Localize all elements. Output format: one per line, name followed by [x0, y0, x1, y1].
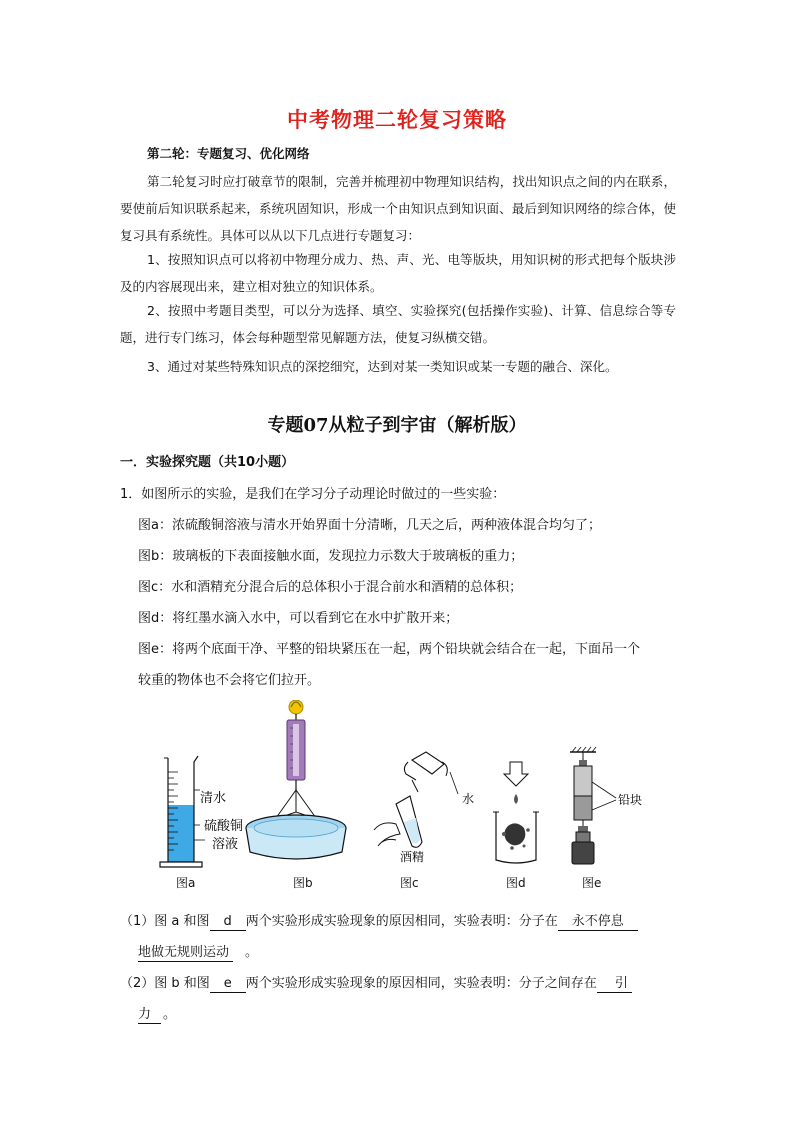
answer-1-continuation [138, 941, 258, 962]
item-b: 图b：玻璃板的下表面接触水面，发现拉力示数大于玻璃板的重力； [138, 549, 524, 564]
label-water: 清水 [200, 791, 227, 806]
answer-1-end: 。 [245, 945, 259, 960]
item-a: 图a：浓硫酸铜溶液与清水开始界面十分清晰，几天之后，两种液体混合均匀了； [138, 518, 601, 533]
figure-a-cylinder [160, 756, 205, 867]
answer-1-blank-1: d [210, 914, 246, 931]
answer-2-blank-2a: 引 [597, 976, 632, 993]
intro-paragraph-2: 1、按照知识点可以将初中物理分成力、热、声、光、电等版块，用知识树的形式把每个版块涉及的内容展现出来，建立相对独立的知识体系。 [120, 252, 676, 294]
item-e-continuation: 较重的物体也不会将它们拉开。 [138, 673, 321, 688]
label-alcohol: 酒精 [400, 850, 425, 864]
caption-c: 图c [400, 876, 419, 890]
figure-c-mixing [374, 752, 458, 847]
figure-b-spring-scale [246, 700, 346, 859]
experiment-figures [150, 700, 650, 900]
caption-d: 图d [506, 876, 526, 890]
question-stem: 1．如图所示的实验，是我们在学习分子动理论时做过的一些实验： [120, 487, 506, 502]
page-title: 中考物理二轮复习策略 [287, 108, 507, 132]
caption-b: 图b [293, 876, 313, 890]
item-e: 图e：将两个底面干净、平整的铅块紧压在一起，两个铅块就会结合在一起，下面吊一个 [138, 642, 640, 657]
answer-2-end: 。 [163, 1007, 177, 1022]
intro-paragraph-1: 第二轮复习时应打破章节的限制，完善并梳理初中物理知识结构，找出知识点之间的内在联系，要使前后知识联系起来，系统巩固知识，形成一个由知识点到知识面、最后到知识网络的综合体，使复习具有系统性。具体可以从以下几点进行专题复习： [120, 174, 676, 243]
answer-2-blank-1: e [210, 976, 246, 993]
subtitle: 第二轮：专题复习、优化网络 [147, 146, 310, 161]
label-cuso4-line2: 溶液 [212, 837, 239, 852]
answer-2-prefix: （2）图 b 和图 [120, 976, 210, 991]
caption-a: 图a [176, 876, 196, 890]
answer-2-middle: 两个实验形成实验现象的原因相同，实验表明：分子之间存在 [245, 976, 597, 991]
answer-1-middle: 两个实验形成实验现象的原因相同，实验表明：分子在 [245, 914, 558, 929]
topic-title: 专题07从粒子到宇宙（解析版） [267, 415, 527, 436]
answer-2-blank-2b: 力 [138, 1007, 161, 1024]
answer-1-blank-2a: 永不停息 [558, 914, 638, 931]
item-c: 图c：水和酒精充分混合后的总体积小于混合前水和酒精的总体积； [138, 580, 523, 595]
answer-1-prefix: （1）图 a 和图 [120, 914, 210, 929]
figure-d-diffusion [493, 762, 539, 863]
intro-paragraph-3: 2、按照中考题目类型，可以分为选择、填空、实验探究(包括操作实验)、计算、信息综合等专题，进行专门练习，体会每种题型常见解题方法，使复习纵横交错。 [120, 303, 676, 345]
label-cuso4-line1: 硫酸铜 [204, 819, 244, 834]
answer-1 [120, 910, 638, 931]
answer-2-continuation [138, 1003, 176, 1024]
section-heading: 一．实验探究题（共10小题） [120, 455, 295, 470]
answer-2 [120, 972, 632, 993]
answer-1-blank-2b: 地做无规则运动 [138, 945, 233, 962]
label-lead: 铅块 [618, 793, 643, 807]
figure-e-lead-blocks [570, 747, 616, 864]
item-d: 图d：将红墨水滴入水中，可以看到它在水中扩散开来； [138, 611, 459, 626]
label-shui: 水 [462, 792, 475, 806]
intro-paragraph-4: 3、通过对某些特殊知识点的深挖细究，达到对某一类知识或某一专题的融合、深化。 [147, 359, 618, 374]
caption-e: 图e [582, 876, 602, 890]
